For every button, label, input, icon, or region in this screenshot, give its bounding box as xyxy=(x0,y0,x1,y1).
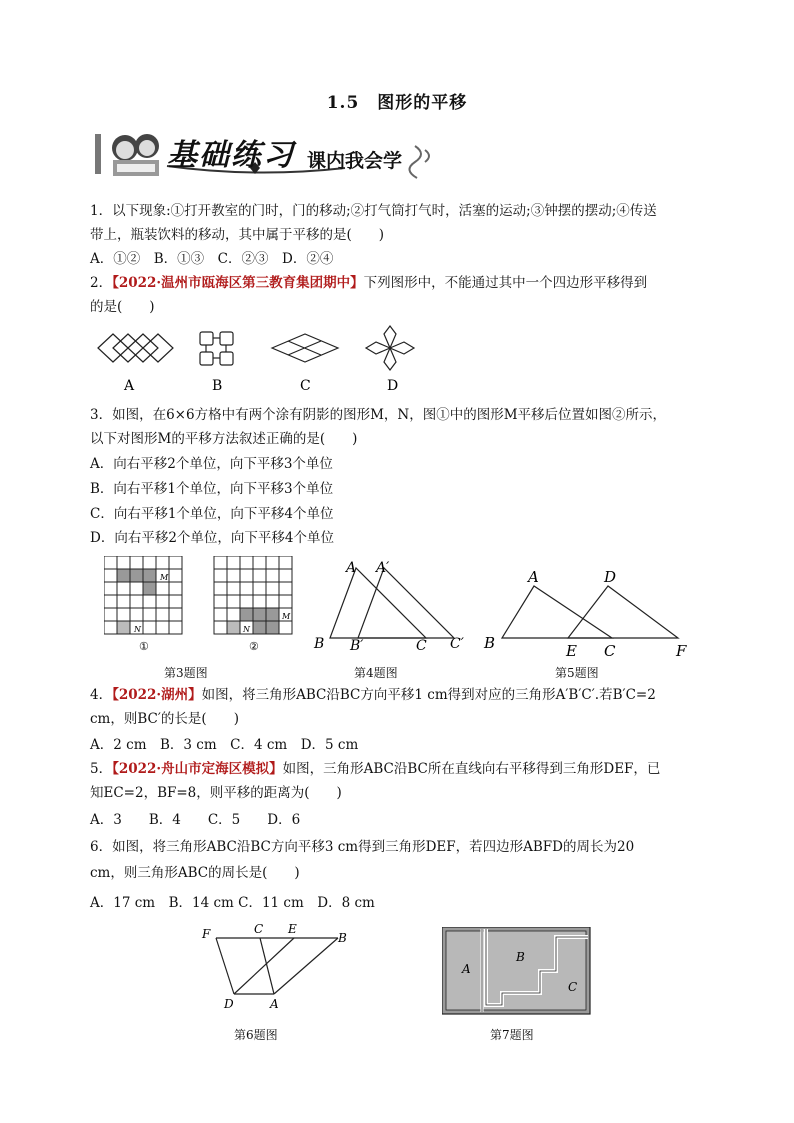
q2-figD-petal xyxy=(384,326,396,348)
q3-grid2-caption: ② xyxy=(249,640,259,653)
fig4-label-a1: A′ xyxy=(376,560,390,576)
banner-subtitle: 课内我会学 xyxy=(307,150,403,172)
q2-figB-square xyxy=(220,352,233,365)
fig6-label-d: D xyxy=(224,997,234,1011)
q2-figB-square xyxy=(200,332,213,345)
q5-number: 5． xyxy=(90,761,113,777)
fig6-label-c: C xyxy=(254,922,264,936)
q2-label-d: D xyxy=(387,378,399,394)
q2-number: 2． xyxy=(90,275,113,291)
line-ca xyxy=(260,938,274,994)
q1-options: A．①② B．①③ C．②③ D．②④ xyxy=(90,251,334,267)
caption-q4: 第4题图 xyxy=(354,666,398,680)
q7-figure xyxy=(442,927,592,1017)
q3-grid1-label-n: N xyxy=(134,625,141,634)
q2-source: 【2022·温州市瓯海区第三教育集团期中】 xyxy=(112,275,364,291)
q6-options: A．17 cm B．14 cm C．11 cm D．8 cm xyxy=(90,895,375,911)
q2-line1 xyxy=(90,274,647,292)
page-title: 1.5 图形的平移 xyxy=(326,93,468,113)
q3-option-d: D．向右平移2个单位，向下平移4个单位 xyxy=(90,530,335,546)
fig4-label-b: B xyxy=(314,636,325,652)
caption-q6: 第6题图 xyxy=(234,1028,278,1042)
fig5-label-f: F xyxy=(676,642,687,660)
q3-option-c: C．向右平移1个单位，向下平移4个单位 xyxy=(90,506,334,522)
triangle-abc xyxy=(502,586,612,638)
fig6-label-b: B xyxy=(338,931,347,945)
fig4-label-a: A xyxy=(346,560,357,576)
q5-options: A．3 B．4 C．5 D．6 xyxy=(90,812,301,828)
q2-figD-petal xyxy=(366,342,390,354)
fig4-label-b1: B′ xyxy=(350,638,364,654)
q3-grid2-label-n: N xyxy=(243,625,250,634)
section-banner xyxy=(95,126,445,184)
triangle-abc xyxy=(330,568,426,638)
caption-q7: 第7题图 xyxy=(490,1028,534,1042)
q4-options: A．2 cm B．3 cm C．4 cm D．5 cm xyxy=(90,737,359,753)
q2-label-a: A xyxy=(124,378,135,394)
q4-source: 【2022·湖州】 xyxy=(112,687,202,703)
fig7-label-c: C xyxy=(568,980,578,994)
q5-figure xyxy=(482,566,702,662)
q4-text1: 如图，将三角形ABC沿BC方向平移1 cm得到对应的三角形A′B′C′.若B′C=2 xyxy=(201,687,656,703)
fig5-label-d: D xyxy=(604,568,617,586)
q3-line1: 3．如图，在6×6方格中有两个涂有阴影的图形M，N，图①中的图形M平移后位置如图②所示， xyxy=(90,407,667,423)
q3-option-a: A．向右平移2个单位，向下平移3个单位 xyxy=(90,456,333,472)
q1-line2: 带上，瓶装饮料的移动，其中属于平移的是( ) xyxy=(90,227,385,243)
q4-number: 4． xyxy=(90,687,113,703)
q5-line2: 知EC=2，BF=8，则平移的距离为( ) xyxy=(90,785,342,801)
q3-grid2-label-m: M xyxy=(282,612,291,621)
q5-source: 【2022·舟山市定海区模拟】 xyxy=(112,761,283,777)
q2-figB-square xyxy=(220,332,233,345)
q4-figure xyxy=(312,556,472,656)
fig6-label-f: F xyxy=(202,927,211,941)
triangle-def xyxy=(568,586,678,638)
q3-grid1-label-m: M xyxy=(160,573,169,582)
q2-line2: 的是( ) xyxy=(90,299,155,315)
line-de xyxy=(234,938,294,994)
fig6-label-e: E xyxy=(288,922,297,936)
q4-line1 xyxy=(90,686,656,704)
fig5-label-b: B xyxy=(484,634,496,652)
banner-calligraphy: 基础练习 xyxy=(167,138,295,173)
caption-q5: 第5题图 xyxy=(555,666,599,680)
fig4-label-c: C xyxy=(416,638,427,654)
q2-label-c: C xyxy=(300,378,311,394)
q3-option-b: B．向右平移1个单位，向下平移3个单位 xyxy=(90,481,334,497)
q3-grid1-caption: ① xyxy=(139,640,149,653)
line-ab xyxy=(274,938,338,994)
caption-q3: 第3题图 xyxy=(164,666,208,680)
q3-grids xyxy=(104,556,304,656)
q4-line2: cm，则BC′的长是( ) xyxy=(90,711,239,727)
q2-figB-square xyxy=(200,352,213,365)
q2-label-b: B xyxy=(212,378,223,394)
q3-line2: 以下对图形M的平移方法叙述正确的是( ) xyxy=(90,431,358,447)
q5-line1 xyxy=(90,760,660,778)
q6-figure xyxy=(198,920,358,1012)
fig7-label-a: A xyxy=(462,962,471,976)
q6-line2: cm，则三角形ABC的周长是( ) xyxy=(90,865,300,881)
q5-text1: 如图，三角形ABC沿BC所在直线向右平移得到三角形DEF，已 xyxy=(282,761,661,777)
q2-figures xyxy=(90,322,420,394)
q2-figD-petal xyxy=(384,348,396,370)
triangle-a1b1c1 xyxy=(358,568,454,638)
q2-text1: 下列图形中，不能通过其中一个四边形平移得到 xyxy=(363,275,648,291)
fig6-label-a: A xyxy=(270,997,279,1011)
q2-figD-petal xyxy=(390,342,414,354)
fig5-label-a: A xyxy=(528,568,539,586)
fig7-label-b: B xyxy=(516,950,525,964)
line-fd xyxy=(216,938,234,994)
q6-line1: 6．如图，将三角形ABC沿BC方向平移3 cm得到三角形DEF，若四边形ABFD的周长为20 xyxy=(90,839,635,855)
fig5-label-c: C xyxy=(604,642,616,660)
q1-line1: 1．以下现象:①打开教室的门时，门的移动;②打气筒打气时，活塞的运动;③钟摆的摆动;④传送 xyxy=(90,203,657,219)
fig5-label-e: E xyxy=(566,642,577,660)
fig4-label-c1: C′ xyxy=(450,636,464,652)
